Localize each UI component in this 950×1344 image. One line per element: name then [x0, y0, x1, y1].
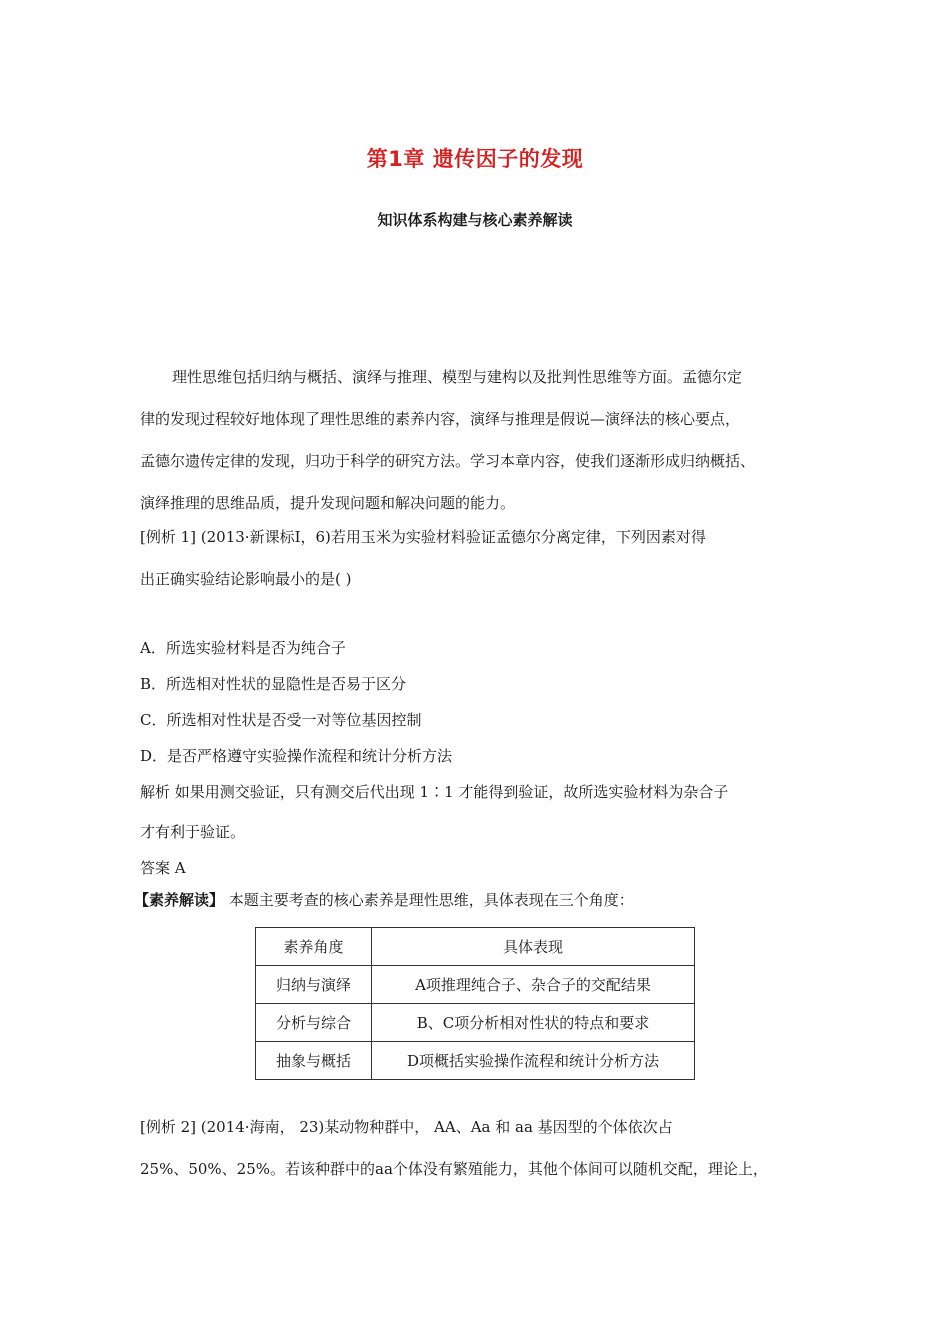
intro-line-2: 律的发现过程较好地体现了理性思维的素养内容，演绎与推理是假说—演绎法的核心要点，	[140, 410, 741, 428]
option-d: D．是否严格遵守实验操作流程和统计分析方法	[140, 747, 453, 765]
table-row	[256, 966, 695, 1004]
intro-line-1: 理性思维包括归纳与概括、演绎与推理、模型与建构以及批判性思维等方面。孟德尔定	[172, 368, 743, 386]
table-header-cell: 具体表现	[372, 928, 695, 966]
literacy-text: 本题主要考查的核心素养是理性思维，具体表现在三个角度：	[228, 891, 634, 909]
table-header-row	[256, 928, 695, 966]
table-cell: 分析与综合	[256, 1004, 372, 1042]
table-cell: 抽象与概括	[256, 1042, 372, 1080]
example2-question-line-2: 25%、50%、25%。若该种群中的aa个体没有繁殖能力，其他个体间可以随机交配，理论上，	[140, 1160, 768, 1178]
table-cell: B、C项分析相对性状的特点和要求	[372, 1004, 695, 1042]
literacy-label: 【素养解读】	[134, 891, 225, 909]
analysis-line-1: 解析 如果用测交验证，只有测交后代出现 1∶1 才能得到验证，故所选实验材料为杂合子	[140, 783, 729, 801]
example1-question-line-2: 出正确实验结论影响最小的是( )	[140, 570, 352, 588]
literacy-table	[255, 927, 695, 1080]
literacy-reading	[134, 890, 634, 910]
table-header-cell: 素养角度	[256, 928, 372, 966]
example2-question-line-1: [例析 2] (2014·海南， 23)某动物种群中， AA、Aa 和 aa 基因型的个体依次占	[140, 1118, 673, 1136]
intro-line-3: 孟德尔遗传定律的发现，归功于科学的研究方法。学习本章内容，使我们逐渐形成归纳概括、	[140, 452, 756, 470]
option-a: A．所选实验材料是否为纯合子	[140, 639, 346, 657]
table-row	[256, 1004, 695, 1042]
option-c: C．所选相对性状是否受一对等位基因控制	[140, 711, 422, 729]
table-cell: 归纳与演绎	[256, 966, 372, 1004]
example1-question-line-1: [例析 1] (2013·新课标Ⅰ，6)若用玉米为实验材料验证孟德尔分离定律，下列因素对得	[140, 528, 706, 546]
option-b: B．所选相对性状的显隐性是否易于区分	[140, 675, 407, 693]
table-cell: D项概括实验操作流程和统计分析方法	[372, 1042, 695, 1080]
chapter-title: 第1章 遗传因子的发现	[366, 147, 584, 171]
table-row	[256, 1042, 695, 1080]
table-cell: A项推理纯合子、杂合子的交配结果	[372, 966, 695, 1004]
section-subtitle: 知识体系构建与核心素养解读	[377, 211, 573, 229]
analysis-line-2: 才有利于验证。	[140, 823, 246, 841]
intro-line-4: 演绎推理的思维品质，提升发现问题和解决问题的能力。	[140, 494, 516, 512]
answer: 答案 A	[140, 859, 186, 877]
